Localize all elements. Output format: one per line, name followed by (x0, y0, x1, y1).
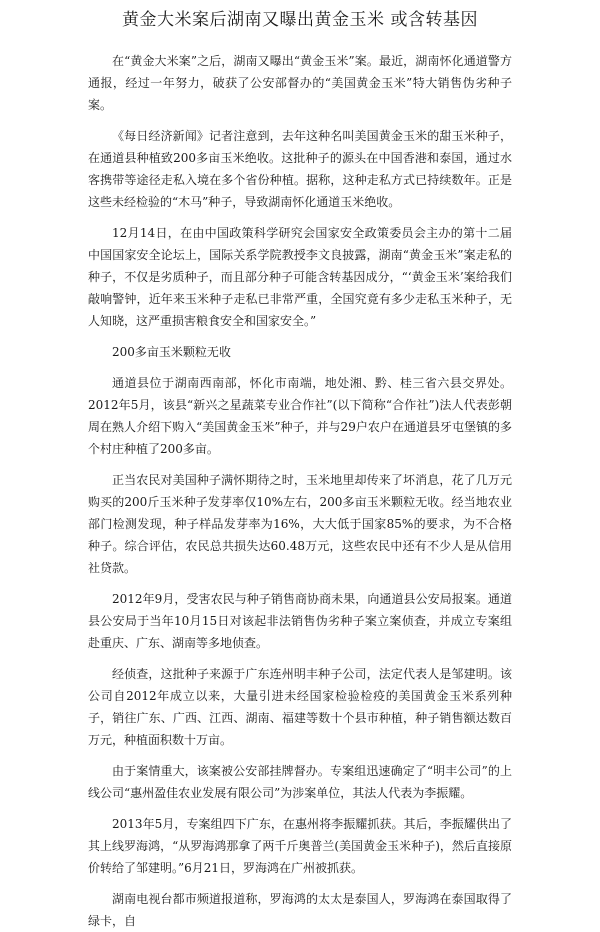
section-heading: 200多亩玉米颗粒无收 (112, 345, 231, 359)
paragraph-tongdao-county: 通道县位于湖南西南部，怀化市南端，地处湘、黔、桂三省六县交界处。2012年5月，该县“新兴之星蔬菜专业合作社”(以下简称“合作社”)法人代表彭朝周在熟人介绍下购入“美国黄金玉米”种子，并与29户农户在通道县牙屯堡镇的多个村庄种植了200多亩。 (88, 376, 512, 456)
paragraph-police-report: 2012年9月，受害农民与种子销售商协商未果，向通道县公安局报案。通道县公安局于当年10月15日对该起非法销售伪劣种子案立案侦查，并成立专案组赴重庆、广东、湖南等多地侦查。 (88, 592, 512, 650)
paragraph-intro: 在“黄金大米案”之后，湖南又曝出“黄金玉米”案。最近，湖南怀化通道警方通报，经过一年努力，破获了公安部督办的“美国黄金玉米”特大销售伪劣种子案。 (88, 54, 512, 112)
paragraph-investigation: 经侦查，这批种子来源于广东连州明丰种子公司，法定代表人是邹建明。该公司自2012年成立以来，大量引进未经国家检验检疫的美国黄金玉米系列种子，销往广东、广西、江西、湖南、福建等数十个县市种植，种子销售额达数百万元，种植面积数十万亩。 (88, 667, 512, 747)
paragraph-crop-failure: 正当农民对美国种子满怀期待之时，玉米地里却传来了坏消息，花了几万元购买的200斤玉米种子发芽率仅10%左右，200多亩玉米颗粒无收。经当地农业部门检测发现，种子样品发芽率为16%，大大低于国家85%的要求，为不合格种子。综合评估，农民总共损失达60.48万元，这些农民中还有不少人是从信用社贷款。 (88, 473, 512, 575)
paragraph-ministry-supervision: 由于案情重大，该案被公安部挂牌督办。专案组迅速确定了“明丰公司”的上线公司“惠州盈佳农业发展有限公司”为涉案单位，其法人代表为李振耀。 (88, 764, 512, 800)
paragraph-reporter-note: 《每日经济新闻》记者注意到，去年这种名叫美国黄金玉米的甜玉米种子，在通道县种植致200多亩玉米绝收。这批种子的源头在中国香港和泰国，通过水客携带等途径走私入境在多个省份种植。据称，这种走私方式已持续数年。正是这些未经检验的“木马”种子，导致湖南怀化通道玉米绝收。 (88, 129, 512, 209)
document-title: 黄金大米案后湖南又曝出黄金玉米 或含转基因 (122, 10, 478, 30)
paragraph-arrests: 2013年5月，专案组四下广东，在惠州将李振耀抓获。其后，李振耀供出了其上线罗海鸿，“从罗海鸿那拿了两千斤奥普兰(美国黄金玉米种子)，然后直接原价转给了邹建明。”6月21日，罗海鸿在广州被抓获。 (88, 817, 512, 875)
paragraph-security-forum: 12月14日，在由中国政策科学研究会国家安全政策委员会主办的第十二届中国国家安全论坛上，国际关系学院教授李文良披露，湖南“黄金玉米”案走私的种子，不仅是劣质种子，而且部分种子可能含转基因成分，“‘黄金玉米’案给我们敲响警钟，近年来玉米种子走私已非常严重，全国究竟有多少走私玉米种子，无人知晓，这严重损害粮食安全和国家安全。” (88, 226, 512, 328)
paragraph-tv-report: 湖南电视台都市频道报道称，罗海鸿的太太是泰国人，罗海鸿在泰国取得了绿卡，自 (88, 892, 512, 928)
